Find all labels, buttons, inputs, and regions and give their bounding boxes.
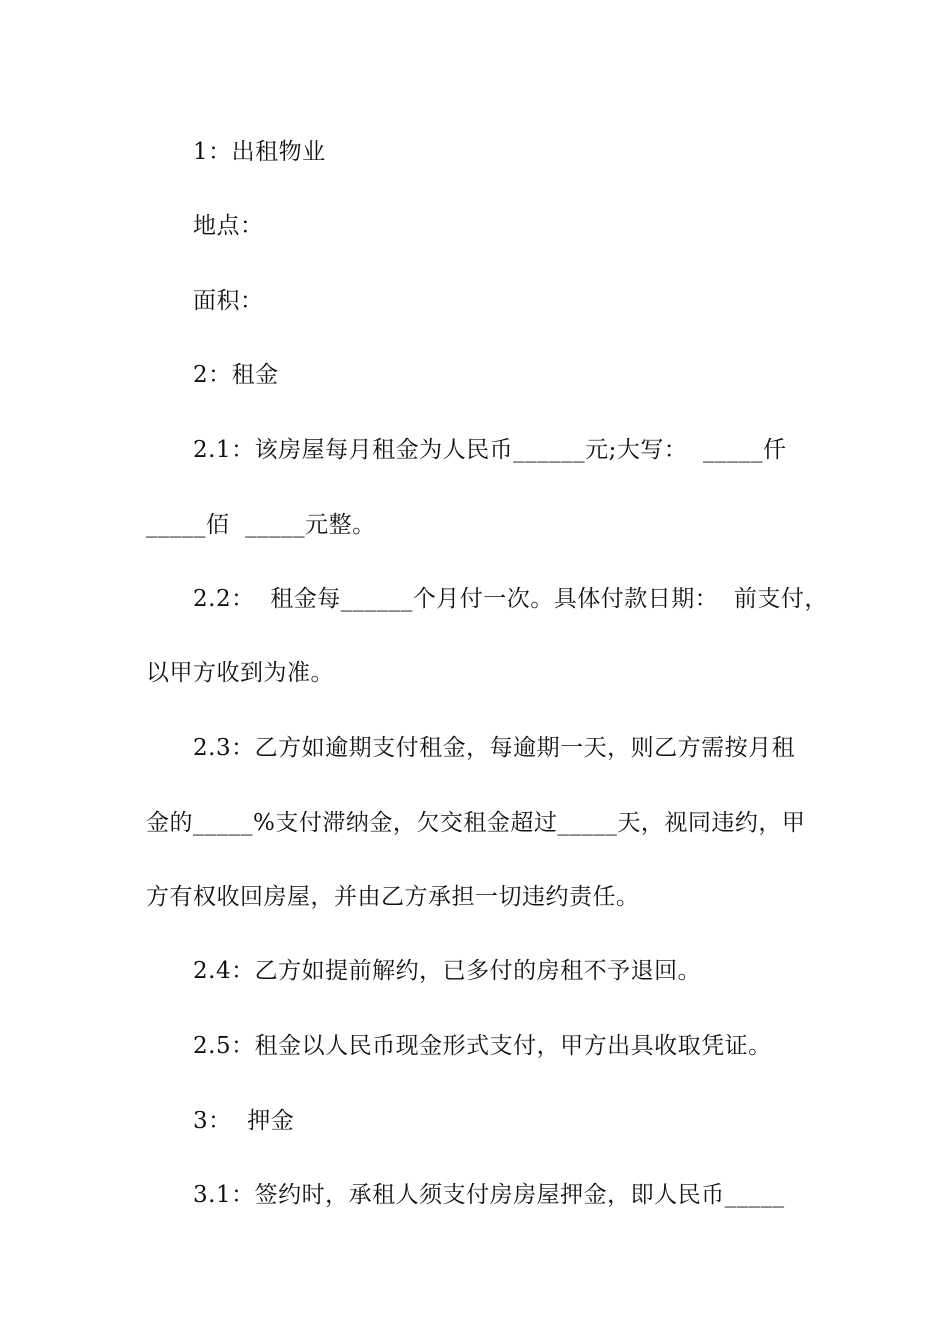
clause-3-1-line-1: 3.1：签约时，承租人须支付房房屋押金，即人民币_____ [193, 1182, 785, 1208]
clause-2-3-line-3: 方有权收回房屋，并由乙方承担一切违约责任。 [146, 884, 640, 910]
location-field-label: 地点： [193, 213, 264, 239]
clause-2-3-line-1: 2.3：乙方如逾期支付租金，每逾期一天，则乙方需按月租 [193, 735, 796, 761]
area-field-label: 面积： [193, 288, 264, 314]
clause-2-2-line-2: 以甲方收到为准。 [146, 660, 334, 686]
section-heading-deposit: 3： 押金 [193, 1108, 295, 1134]
clause-2-1-line-1: 2.1：该房屋每月租金为人民币______元;大写： _____仟 [193, 437, 787, 463]
clause-2-3-line-2: 金的_____%支付滞纳金，欠交租金超过_____天，视同违约，甲 [146, 810, 806, 836]
clause-2-5: 2.5：租金以人民币现金形式支付，甲方出具收取凭证。 [193, 1033, 772, 1059]
section-heading-rent: 2：租金 [193, 362, 279, 388]
section-heading-rental-property: 1：出租物业 [193, 139, 326, 165]
clause-2-2-line-1: 2.2： 租金每______个月付一次。具体付款日期： 前支付， [193, 586, 828, 612]
clause-2-1-line-2: _____佰 _____元整。 [146, 512, 376, 538]
clause-2-4: 2.4：乙方如提前解约，已多付的房租不予退回。 [193, 958, 702, 984]
